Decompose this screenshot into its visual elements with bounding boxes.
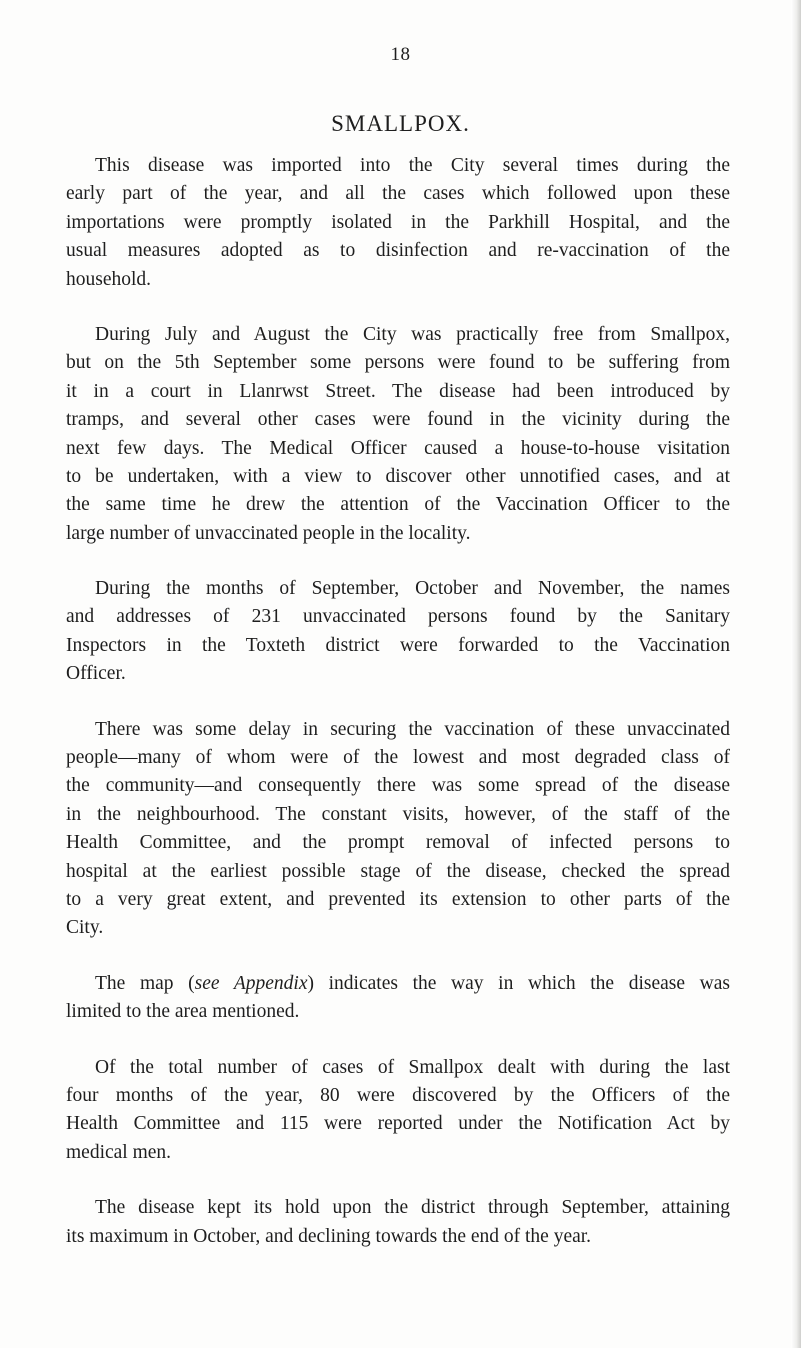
- text-line: four months of the year, 80 were discovered by the Officers of the: [66, 1084, 730, 1106]
- text-line: its maximum in October, and declining towards the end of the year.: [66, 1225, 592, 1247]
- text-line: but on the 5th September some persons were found to be suffering from: [66, 352, 730, 374]
- text-line: importations were promptly isolated in the Parkhill Hospital, and the: [66, 211, 730, 233]
- text-line: and addresses of 231 unvaccinated persons found by the Sanitary: [66, 606, 730, 628]
- text-line: Officer.: [66, 663, 126, 685]
- text-line: Health Committee, and the prompt removal of infected persons to: [66, 832, 730, 854]
- text-line: the community—and consequently there was some spread of the disease: [66, 775, 730, 797]
- text-line: Of the total number of cases of Smallpox dealt with during the last: [95, 1056, 730, 1078]
- text-line: usual measures adopted as to disinfection and re-vaccination of the: [66, 240, 730, 262]
- text-line: Health Committee and 115 were reported under the Notification Act by: [66, 1113, 730, 1135]
- page-edge-shadow: [791, 0, 801, 1348]
- text-line: tramps, and several other cases were found in the vicinity during the: [66, 409, 730, 431]
- body-text: [66, 152, 730, 1278]
- text-line: limited to the area mentioned.: [66, 1001, 300, 1023]
- paragraph-unvaccinated-names: [66, 575, 730, 689]
- appendix-reference: see Appendix: [194, 972, 308, 994]
- paragraph-outbreak: [66, 321, 730, 548]
- text-line: it in a court in Llanrwst Street. The disease had been introduced by: [66, 380, 730, 402]
- page-number: 18: [390, 44, 411, 65]
- text-line: to be undertaken, with a view to discover other unnotified cases, and at: [66, 465, 730, 487]
- paragraph-case-counts: [66, 1054, 730, 1168]
- text-line: to a very great extent, and prevented its extension to other parts of the: [66, 888, 730, 910]
- text-line: people—many of whom were of the lowest and most degraded class of: [66, 747, 730, 769]
- text-line: The disease kept its hold upon the district through September, attaining: [95, 1197, 730, 1219]
- text-line: Inspectors in the Toxteth district were forwarded to the Vaccination: [66, 634, 730, 656]
- paragraph-spread: [66, 716, 730, 943]
- text-line: [66, 970, 730, 998]
- text-line: This disease was imported into the City several times during the: [95, 155, 730, 176]
- text-line: large number of unvaccinated people in the locality.: [66, 522, 471, 544]
- paragraph-course: [66, 1194, 730, 1251]
- text-line: During July and August the City was practically free from Smallpox,: [95, 323, 730, 345]
- paragraph-map: [66, 970, 730, 1027]
- text-line: medical men.: [66, 1141, 172, 1163]
- text-line: hospital at the earliest possible stage of the disease, checked the spread: [66, 860, 730, 882]
- section-heading: SMALLPOX.: [331, 111, 470, 136]
- text-fragment: The map (: [95, 972, 195, 994]
- text-line: City.: [66, 917, 104, 939]
- text-line: in the neighbourhood. The constant visits, however, of the staff of the: [66, 803, 730, 825]
- paragraph-importation: [66, 152, 730, 294]
- text-line: During the months of September, October and November, the names: [95, 578, 730, 600]
- text-line: early part of the year, and all the cases which followed upon these: [66, 183, 730, 205]
- text-line: next few days. The Medical Officer caused a house-to-house visitation: [66, 437, 730, 459]
- text-fragment: ) indicates the way in which the disease was: [307, 972, 730, 994]
- text-line: There was some delay in securing the vaccination of these unvaccinated: [95, 718, 730, 740]
- text-line: the same time he drew the attention of the Vaccination Officer to the: [66, 494, 730, 516]
- text-line: household.: [66, 268, 152, 290]
